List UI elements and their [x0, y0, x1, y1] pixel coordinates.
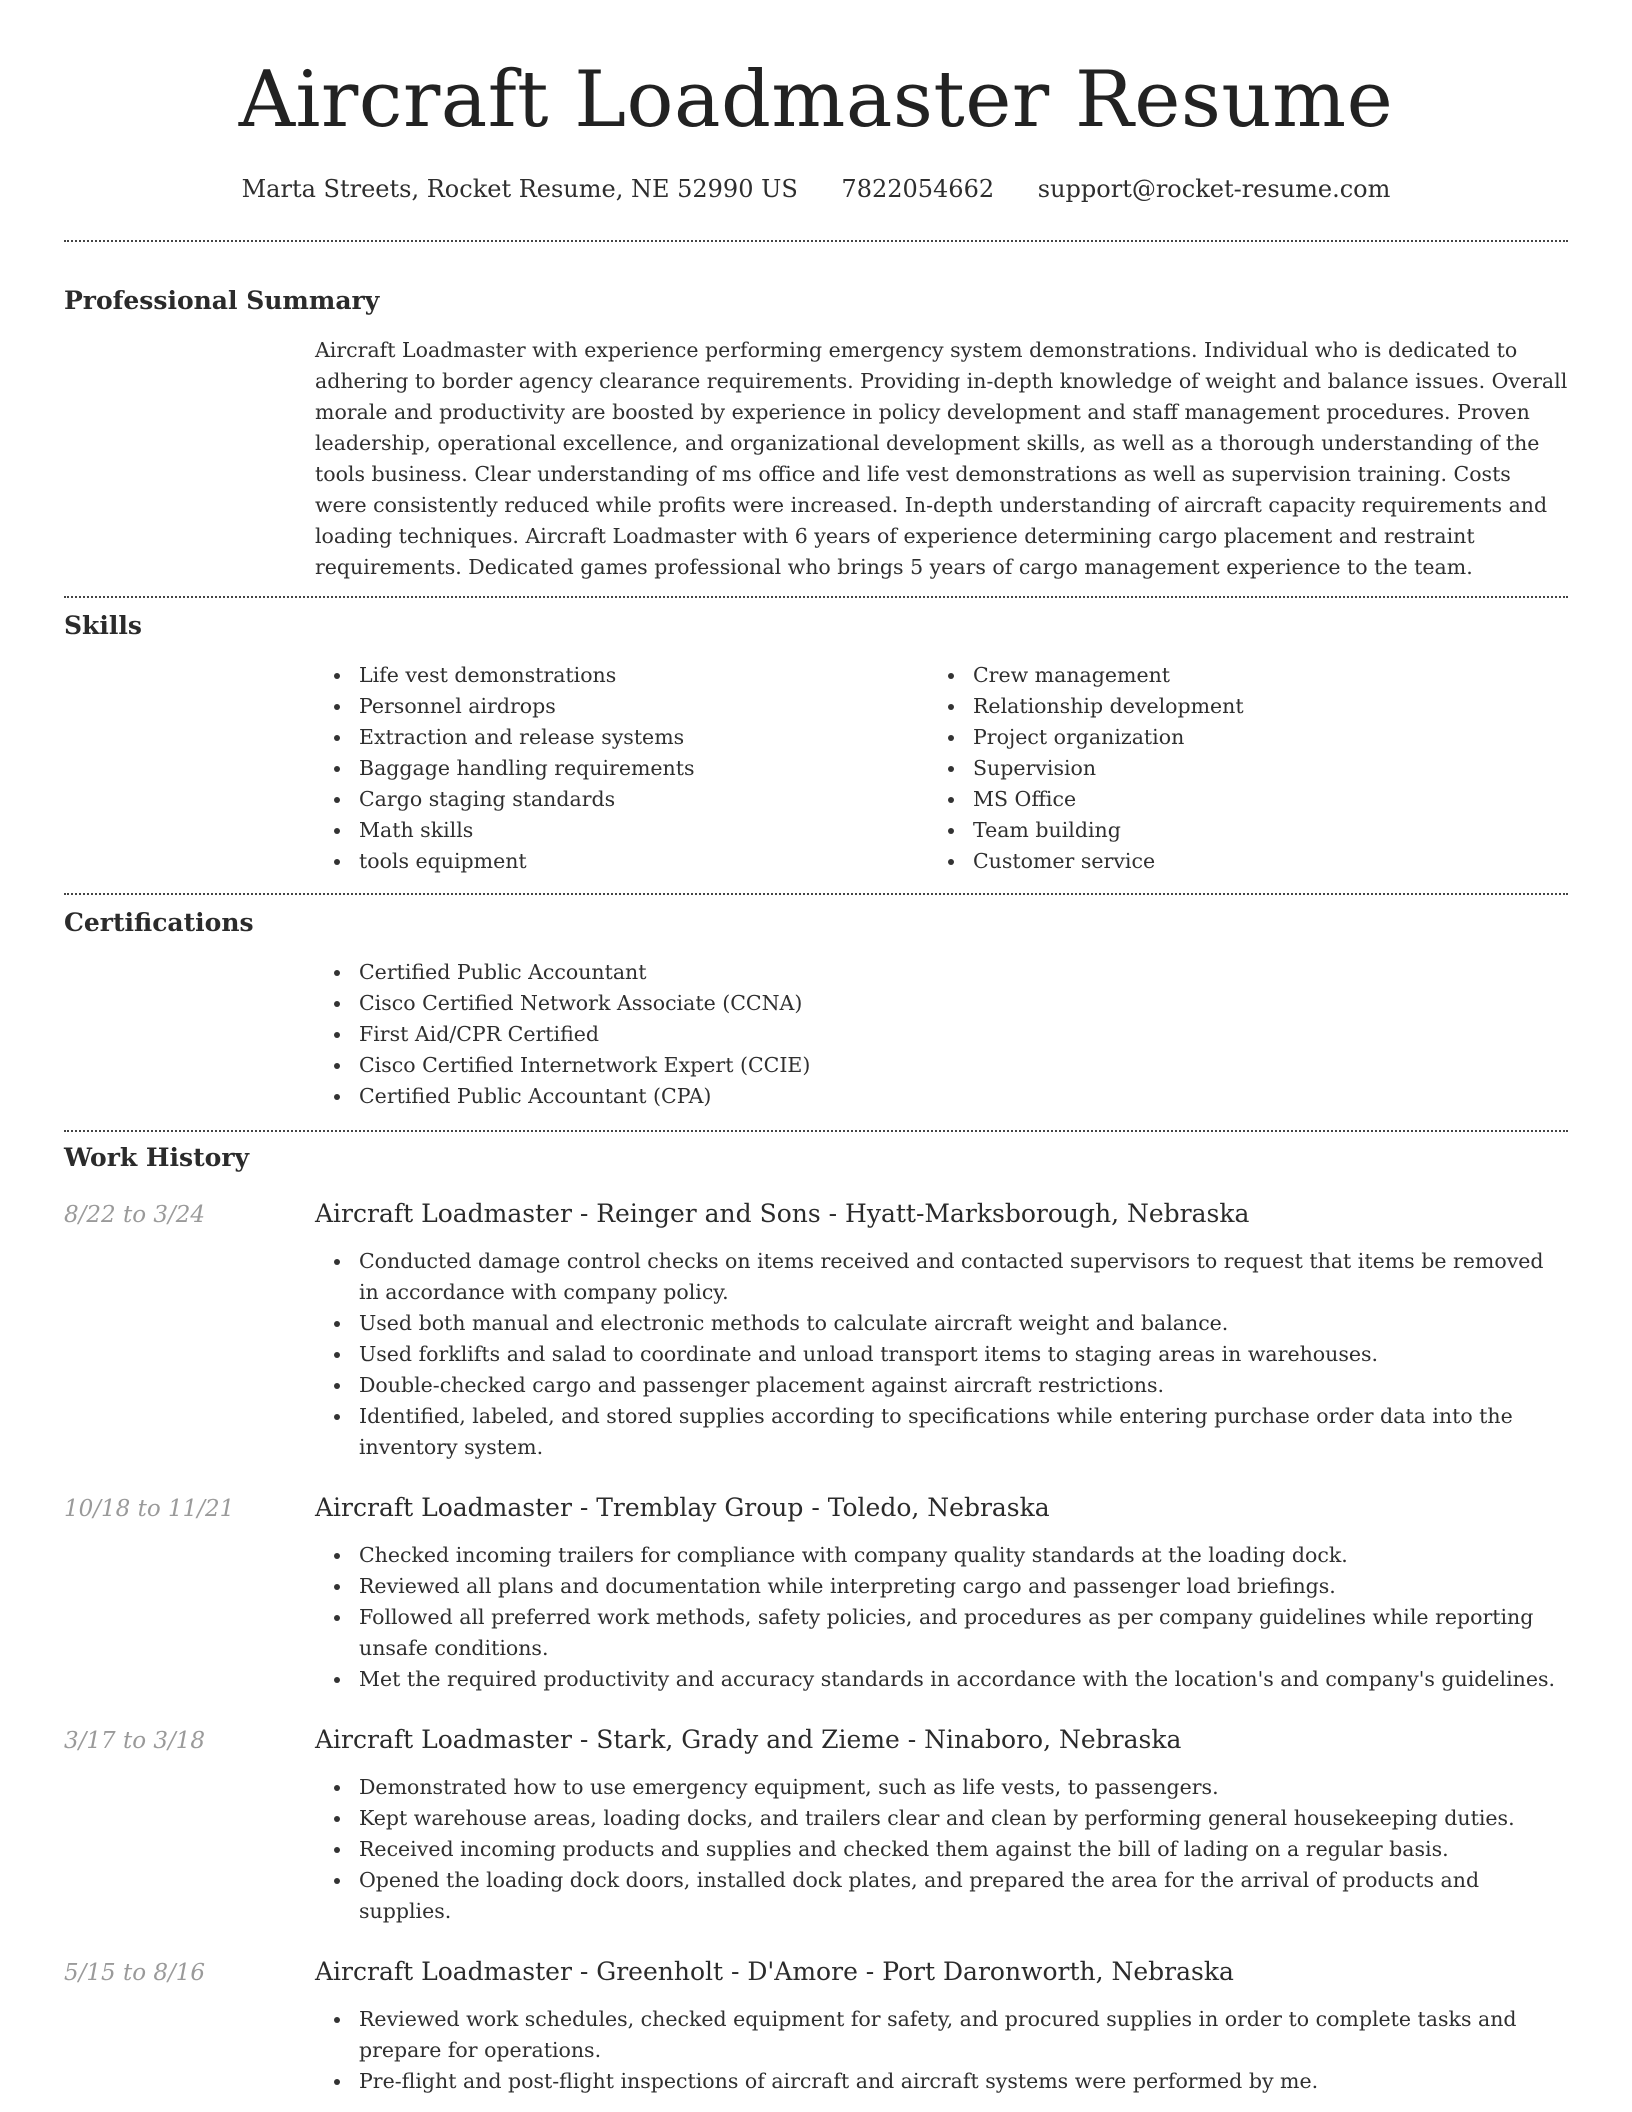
skill-item: Customer service	[973, 846, 1543, 877]
job-bullet: Kept warehouse areas, loading docks, and trailers clear and clean by performing general housekeeping duties.	[359, 1803, 1568, 1834]
section-heading-summary: Professional Summary	[64, 286, 380, 315]
job-title: Aircraft Loadmaster - Greenholt - D'Amore - Port Daronworth, Nebraska	[315, 1957, 1234, 1986]
job-bullet: Double-checked cargo and passenger placement against aircraft restrictions.	[359, 1370, 1568, 1401]
skill-item: Crew management	[973, 660, 1543, 691]
job-bullets	[315, 1540, 1568, 1695]
job-bullets	[315, 1246, 1568, 1463]
divider	[64, 596, 1568, 598]
job-entry	[64, 1955, 1568, 2097]
skills-grid	[315, 660, 1568, 877]
skill-item: Relationship development	[973, 691, 1543, 722]
resume-page	[64, 0, 1568, 2112]
job-bullet: Met the required productivity and accuracy standards in accordance with the location's and company's guidelines.	[359, 1664, 1568, 1695]
certifications-body	[315, 957, 1568, 1112]
skill-item: Extraction and release systems	[359, 722, 929, 753]
job-dates: 3/17 to 3/18	[64, 1728, 206, 1754]
skills-list-left	[315, 660, 929, 877]
skills-list-right	[929, 660, 1543, 877]
job-dates: 5/15 to 8/16	[64, 1960, 206, 1986]
job-title: Aircraft Loadmaster - Stark, Grady and Zieme - Ninaboro, Nebraska	[315, 1725, 1182, 1754]
contact-phone: 7822054662	[841, 175, 995, 203]
section-heading-skills: Skills	[64, 611, 142, 640]
resume-title: Aircraft Loadmaster Resume	[238, 55, 1394, 145]
skill-item: Project organization	[973, 722, 1543, 753]
job-bullets	[315, 1772, 1568, 1927]
job-entry	[64, 1491, 1568, 1695]
summary-section	[64, 284, 1568, 583]
skill-item: Baggage handling requirements	[359, 753, 929, 784]
section-heading-certifications: Certifications	[64, 908, 254, 937]
certification-item: Cisco Certified Internetwork Expert (CCIE)	[359, 1050, 1568, 1081]
divider	[64, 893, 1568, 895]
skill-item: Life vest demonstrations	[359, 660, 929, 691]
job-bullet: Received incoming products and supplies and checked them against the bill of lading on a regular basis.	[359, 1834, 1568, 1865]
divider	[64, 240, 1568, 242]
job-bullet: Used forklifts and salad to coordinate and unload transport items to staging areas in warehouses.	[359, 1339, 1568, 1370]
section-heading-work-history: Work History	[64, 1143, 250, 1172]
skill-item: Math skills	[359, 815, 929, 846]
skill-item: tools equipment	[359, 846, 929, 877]
certification-item: Cisco Certified Network Associate (CCNA)	[359, 988, 1568, 1019]
job-bullet: Reviewed all plans and documentation while interpreting cargo and passenger load briefings.	[359, 1571, 1568, 1602]
skill-item: MS Office	[973, 784, 1543, 815]
job-dates: 8/22 to 3/24	[64, 1202, 206, 1228]
job-title: Aircraft Loadmaster - Tremblay Group - Toledo, Nebraska	[315, 1493, 1050, 1522]
job-header	[64, 1491, 1568, 1526]
job-header	[64, 1955, 1568, 1990]
contact-line	[64, 172, 1568, 206]
skills-section	[64, 609, 1568, 877]
job-title: Aircraft Loadmaster - Reinger and Sons - Hyatt-Marksborough, Nebraska	[315, 1199, 1250, 1228]
contact-email: support@rocket-resume.com	[1037, 175, 1391, 203]
job-bullet: Pre-flight and post-flight inspections of aircraft and aircraft systems were performed by me.	[359, 2066, 1568, 2097]
skill-item: Team building	[973, 815, 1543, 846]
job-bullet: Used both manual and electronic methods to calculate aircraft weight and balance.	[359, 1308, 1568, 1339]
skill-item: Supervision	[973, 753, 1543, 784]
summary-body	[315, 335, 1568, 583]
job-header	[64, 1723, 1568, 1758]
certification-item: Certified Public Accountant	[359, 957, 1568, 988]
job-bullet: Conducted damage control checks on items received and contacted supervisors to request that items be removed in accordance with company policy.	[359, 1246, 1568, 1308]
job-entry	[64, 1723, 1568, 1927]
work-history-section	[64, 1141, 1568, 2097]
summary-text: Aircraft Loadmaster with experience performing emergency system demonstrations. Individual who is dedicated to adhering to border agency clearance requirements. Providing in-depth knowledge of weight and balance issues. Overall morale and productivity are boosted by experience in policy development and staff management procedures. Proven leadership, operational excellence, and organizational development skills, as well as a thorough understanding of the tools business. Clear understanding of ms office and life vest demonstrations as well as supervision training. Costs were consistently reduced while profits were increased. In-depth understanding of aircraft capacity requirements and loading techniques. Aircraft Loadmaster with 6 years of experience determining cargo placement and restraint requirements. Dedicated games professional who brings 5 years of cargo management experience to the team.	[315, 338, 1568, 579]
job-bullet: Opened the loading dock doors, installed dock plates, and prepared the area for the arrival of products and supplies.	[359, 1865, 1568, 1927]
job-entry	[64, 1197, 1568, 1463]
job-bullet: Checked incoming trailers for compliance with company quality standards at the loading dock.	[359, 1540, 1568, 1571]
divider	[64, 1130, 1568, 1132]
certifications-section	[64, 906, 1568, 1112]
job-header	[64, 1197, 1568, 1232]
job-bullet: Reviewed work schedules, checked equipment for safety, and procured supplies in order to complete tasks and prepare for operations.	[359, 2004, 1568, 2066]
contact-address: Marta Streets, Rocket Resume, NE 52990 US	[241, 175, 798, 203]
skill-item: Personnel airdrops	[359, 691, 929, 722]
job-dates: 10/18 to 11/21	[64, 1496, 235, 1522]
certification-item: Certified Public Accountant (CPA)	[359, 1081, 1568, 1112]
certifications-list	[315, 957, 1568, 1112]
job-bullet: Identified, labeled, and stored supplies according to specifications while entering purchase order data into the inventory system.	[359, 1401, 1568, 1463]
certification-item: First Aid/CPR Certified	[359, 1019, 1568, 1050]
skill-item: Cargo staging standards	[359, 784, 929, 815]
job-bullet: Followed all preferred work methods, safety policies, and procedures as per company guidelines while reporting unsafe conditions.	[359, 1602, 1568, 1664]
job-bullet: Demonstrated how to use emergency equipment, such as life vests, to passengers.	[359, 1772, 1568, 1803]
job-bullets	[315, 2004, 1568, 2097]
